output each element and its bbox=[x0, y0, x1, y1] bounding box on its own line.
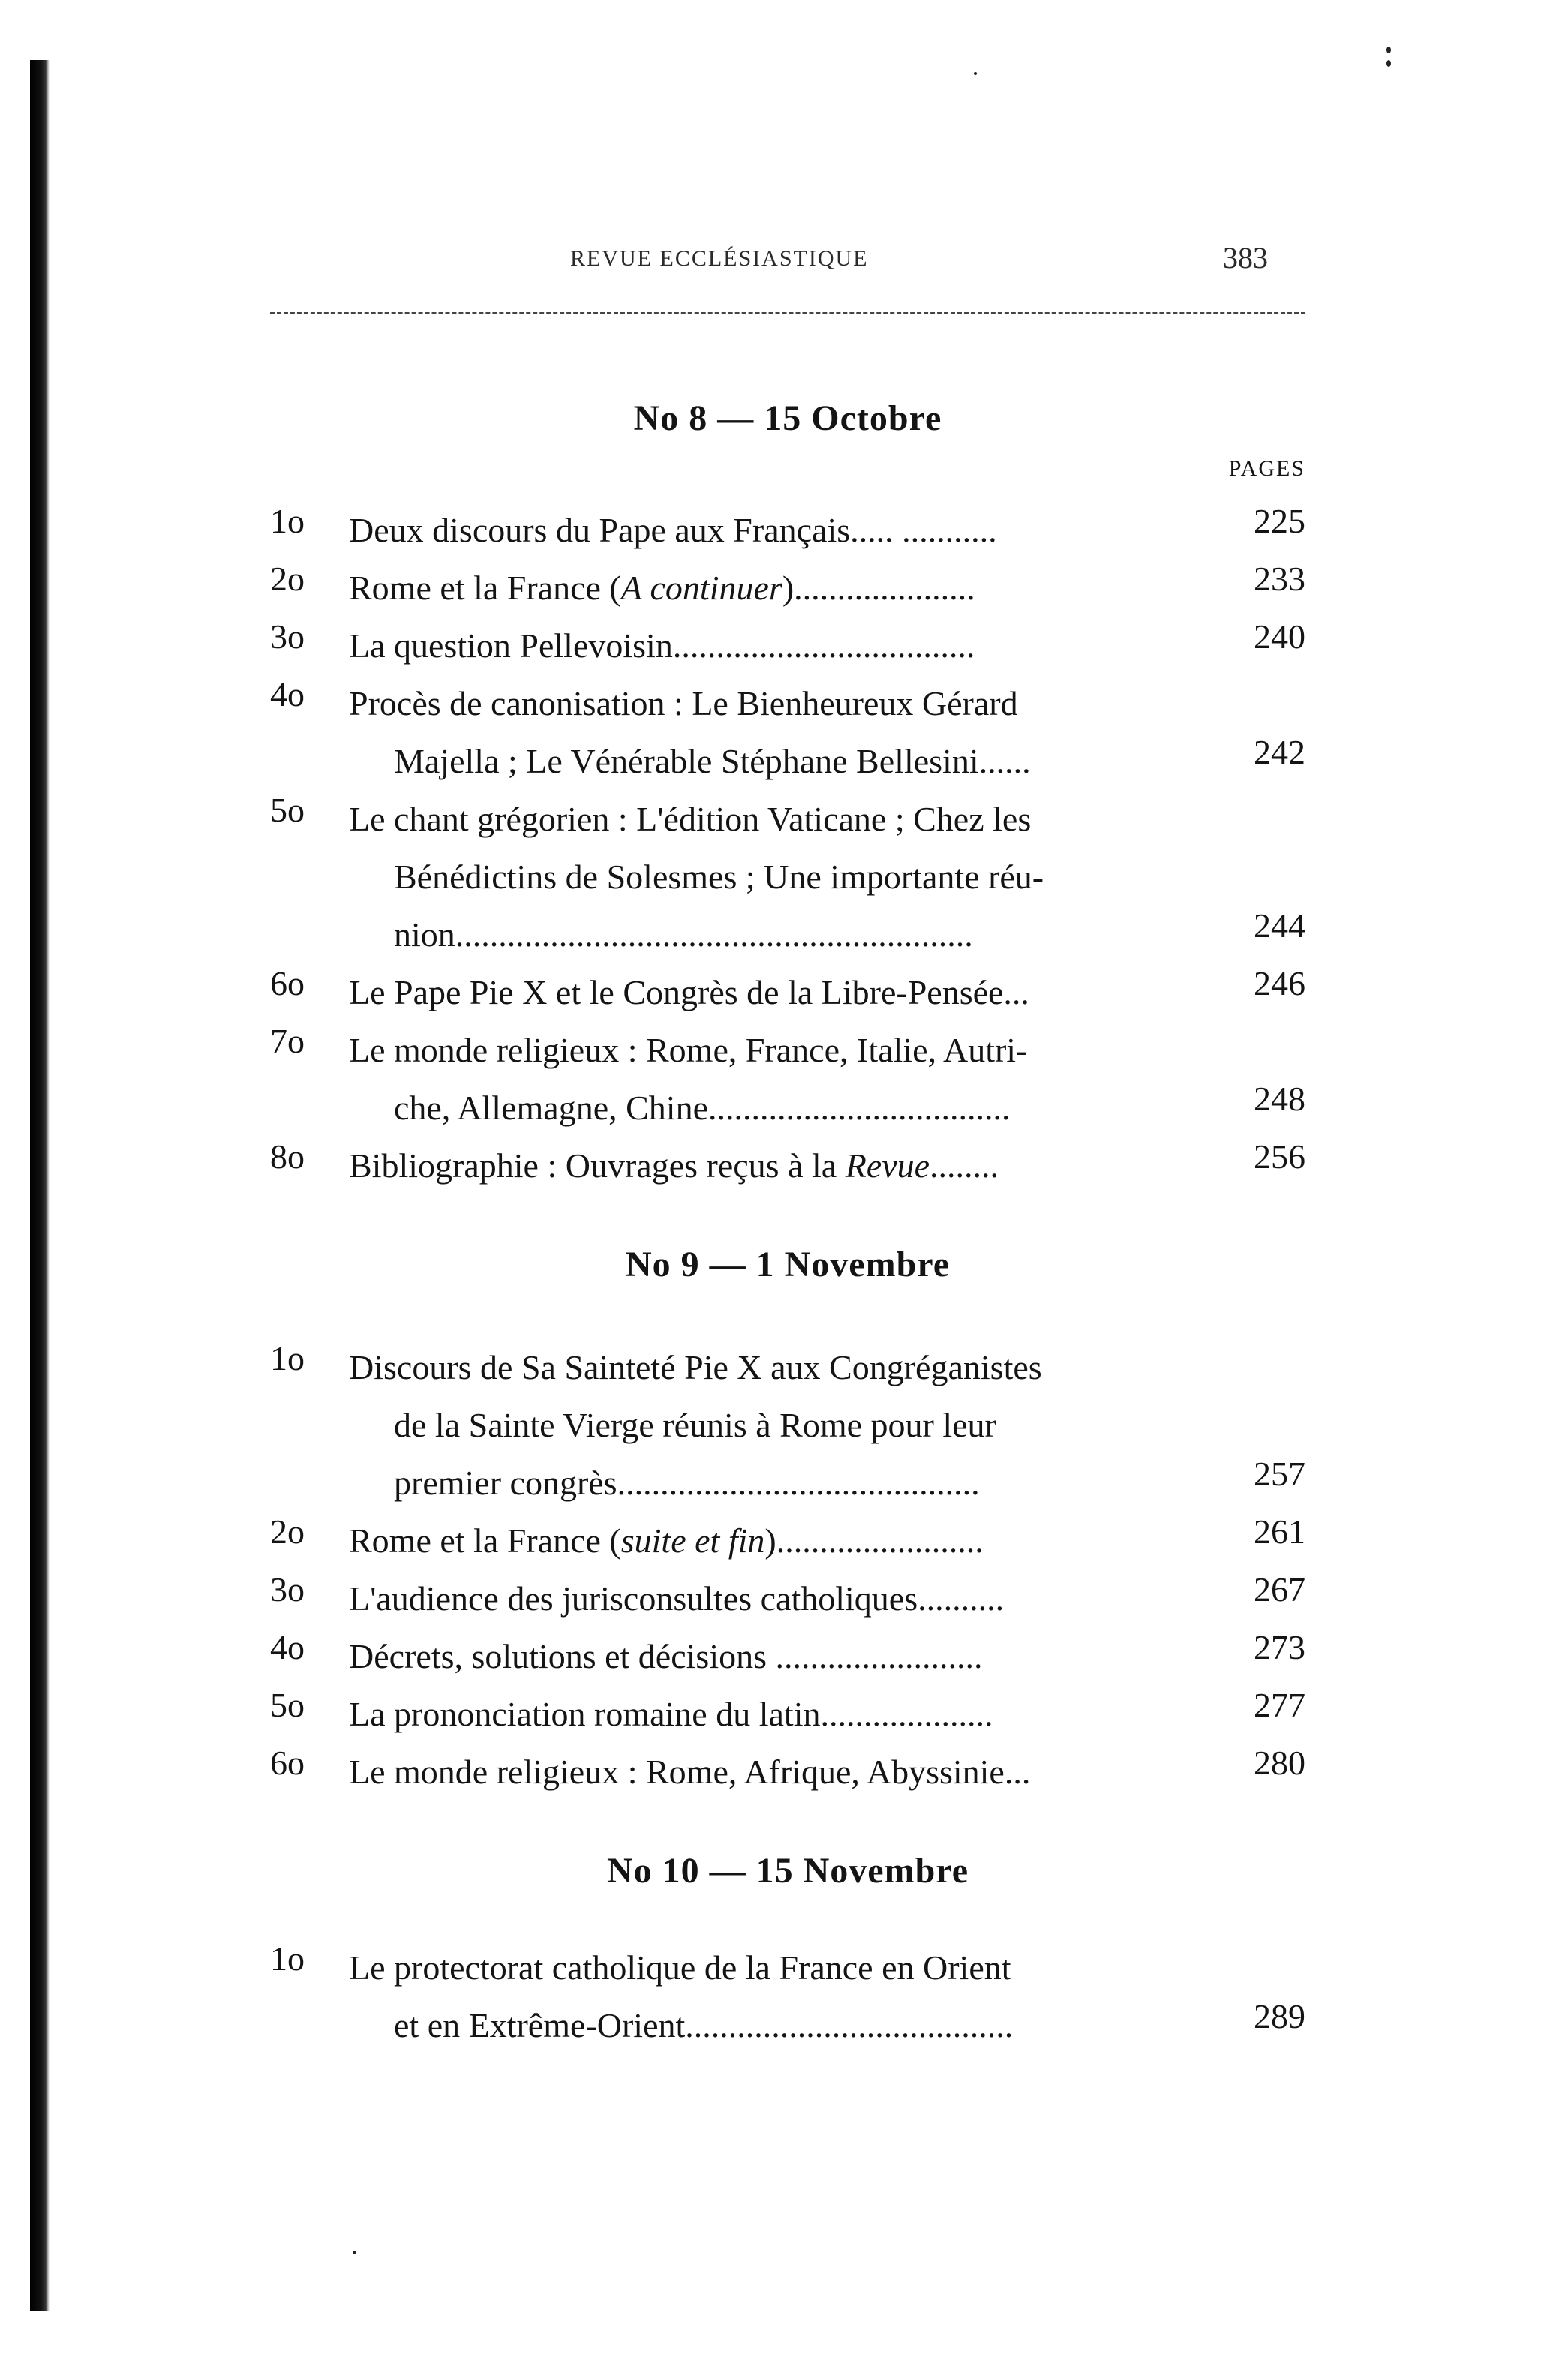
entry-line: L'audience des jurisconsultes catholiques.......... bbox=[349, 1579, 1005, 1618]
entry-title bbox=[349, 501, 1212, 559]
entry-line: Décrets, solutions et décisions ........................ bbox=[349, 1637, 983, 1675]
entry-page: 257 bbox=[1254, 1455, 1305, 1493]
entry-number: 4o bbox=[270, 1628, 305, 1666]
entry-title bbox=[349, 1338, 1212, 1512]
section-title: No 9 — 1 Novembre bbox=[625, 1245, 951, 1284]
entry-number: 5o bbox=[270, 791, 305, 829]
entry-page: 273 bbox=[1254, 1628, 1305, 1666]
entry-title bbox=[349, 559, 1212, 617]
page-number: 383 bbox=[1223, 241, 1268, 275]
section-title: No 8 — 15 Octobre bbox=[633, 398, 942, 438]
entry-title bbox=[349, 963, 1212, 1021]
entry-line: La question Pellevoisin................................... bbox=[349, 626, 975, 665]
italic-phrase: suite et fin bbox=[620, 1521, 765, 1560]
entry-page: 244 bbox=[1254, 906, 1305, 945]
entry-line: Procès de canonisation : Le Bienheureux Gérard bbox=[349, 684, 1018, 722]
entry-number: 2o bbox=[270, 560, 305, 598]
entry-line: La prononciation romaine du latin.................... bbox=[349, 1695, 993, 1733]
page-binding-edge bbox=[30, 60, 50, 2311]
entry-number: 2o bbox=[270, 1512, 305, 1551]
entry-page: 233 bbox=[1254, 560, 1305, 598]
entry-number: 6o bbox=[270, 964, 305, 1002]
entry-title bbox=[349, 1685, 1212, 1743]
entry-line: Bénédictins de Solesmes ; Une importante réu- bbox=[394, 858, 1044, 896]
entry-line: Rome et la France (suite et fin)........................ bbox=[349, 1521, 984, 1560]
entry-page: 289 bbox=[1254, 1997, 1305, 2035]
entry-number: 7o bbox=[270, 1022, 305, 1060]
entry-page: 248 bbox=[1254, 1080, 1305, 1118]
entry-page: 261 bbox=[1254, 1512, 1305, 1551]
entry-number: 1o bbox=[270, 502, 305, 540]
ink-speck bbox=[1386, 47, 1391, 53]
entry-line: nion............................................................ bbox=[394, 915, 973, 954]
entry-title bbox=[349, 1137, 1212, 1194]
entry-title bbox=[349, 1569, 1212, 1627]
page-header bbox=[0, 241, 1568, 284]
entry-page: 225 bbox=[1254, 502, 1305, 540]
pages-column-label: PAGES bbox=[1228, 456, 1305, 481]
entry-line: et en Extrême-Orient...................................... bbox=[394, 2006, 1014, 2044]
entry-number: 3o bbox=[270, 1570, 305, 1609]
entry-number: 4o bbox=[270, 675, 305, 713]
entry-number: 8o bbox=[270, 1137, 305, 1176]
entry-title bbox=[349, 617, 1212, 674]
entry-line: Le monde religieux : Rome, France, Italie, Autri- bbox=[349, 1031, 1028, 1069]
entry-number: 5o bbox=[270, 1686, 305, 1724]
entry-title bbox=[349, 1021, 1212, 1137]
entry-title bbox=[349, 1743, 1212, 1801]
entry-page: 240 bbox=[1254, 617, 1305, 656]
section-title: No 10 — 15 Novembre bbox=[606, 1851, 969, 1891]
entry-page: 242 bbox=[1254, 733, 1305, 771]
entry-title bbox=[349, 1512, 1212, 1569]
entry-number: 1o bbox=[270, 1939, 305, 1978]
entry-line: Deux discours du Pape aux Français..... ........... bbox=[349, 511, 997, 549]
italic-phrase: A continuer bbox=[620, 569, 782, 607]
entry-line: Le Pape Pie X et le Congrès de la Libre-Pensée... bbox=[349, 973, 1029, 1011]
entry-page: 277 bbox=[1254, 1686, 1305, 1724]
entry-line: Bibliographie : Ouvrages reçus à la Revue........ bbox=[349, 1146, 999, 1185]
entry-title bbox=[349, 1939, 1212, 2054]
entry-title bbox=[349, 1627, 1212, 1685]
ink-speck bbox=[353, 2251, 356, 2254]
entry-title bbox=[349, 790, 1212, 963]
entry-line: Discours de Sa Sainteté Pie X aux Congréganistes bbox=[349, 1348, 1042, 1386]
entry-page: 267 bbox=[1254, 1570, 1305, 1609]
entry-line: de la Sainte Vierge réunis à Rome pour leur bbox=[394, 1406, 996, 1444]
entry-line: che, Allemagne, Chine................................... bbox=[394, 1089, 1011, 1127]
entry-line: premier congrès.......................................... bbox=[394, 1464, 980, 1502]
entry-number: 6o bbox=[270, 1744, 305, 1782]
entry-line: Majella ; Le Vénérable Stéphane Bellesini...... bbox=[394, 742, 1031, 780]
entry-line: Le chant grégorien : L'édition Vaticane ; Chez les bbox=[349, 800, 1032, 838]
ink-speck bbox=[974, 72, 977, 75]
entry-line: Le monde religieux : Rome, Afrique, Abyssinie... bbox=[349, 1753, 1031, 1791]
entry-line: Rome et la France (A continuer)..................... bbox=[349, 569, 975, 607]
entry-page: 246 bbox=[1254, 964, 1305, 1002]
entry-page: 256 bbox=[1254, 1137, 1305, 1176]
italic-phrase: Revue bbox=[845, 1146, 930, 1185]
header-rule bbox=[270, 312, 1305, 314]
entry-number: 3o bbox=[270, 617, 305, 656]
entry-page: 280 bbox=[1254, 1744, 1305, 1782]
ink-speck bbox=[1386, 60, 1391, 67]
entry-title bbox=[349, 674, 1212, 790]
entry-number: 1o bbox=[270, 1339, 305, 1377]
running-title: REVUE ECCLÉSIASTIQUE bbox=[570, 246, 869, 271]
entry-line: Le protectorat catholique de la France en Orient bbox=[349, 1948, 1011, 1987]
